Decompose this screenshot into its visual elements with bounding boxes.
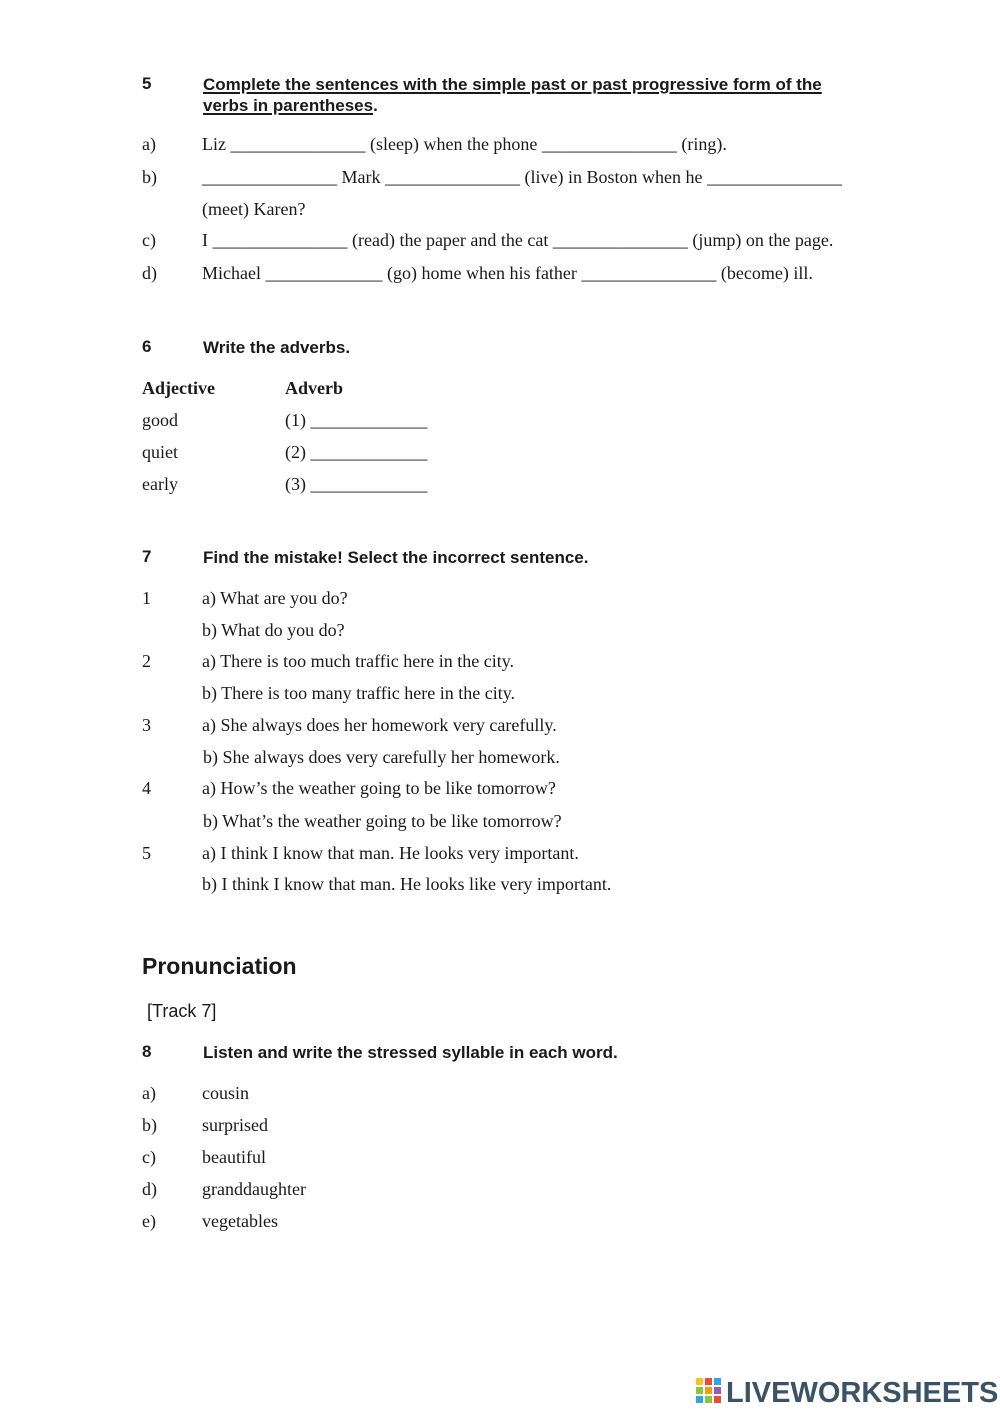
mistake-1-number: 1 <box>142 588 151 608</box>
mistake-4-number: 4 <box>142 778 151 798</box>
section-7-number: 7 <box>142 547 152 566</box>
adverb-column-header: Adverb <box>285 378 343 398</box>
adjective-good: good <box>142 410 178 430</box>
word-e-label: e) <box>142 1211 156 1231</box>
word-b: surprised <box>202 1115 268 1135</box>
section-5-item-c: I _______________ (read) the paper and the cat _______________ (jump) on the page. <box>202 230 834 250</box>
mistake-1-option-b[interactable]: b) What do you do? <box>202 620 345 640</box>
mistake-3-option-a[interactable]: a) She always does her homework very carefully. <box>202 715 557 735</box>
section-5-title-period: . <box>373 96 378 115</box>
word-c-label: c) <box>142 1147 156 1167</box>
mistake-4-option-b[interactable]: b) What’s the weather going to be like tomorrow? <box>203 811 562 831</box>
word-e: vegetables <box>202 1211 278 1231</box>
word-a: cousin <box>202 1083 249 1103</box>
mistake-3-option-b[interactable]: b) She always does very carefully her homework. <box>203 747 560 767</box>
mistake-2-number: 2 <box>142 651 151 671</box>
section-5-number: 5 <box>142 74 152 93</box>
mistake-2-option-b[interactable]: b) There is too many traffic here in the city. <box>202 683 516 703</box>
track-label: [Track 7] <box>147 1001 217 1021</box>
section-5-item-c-label: c) <box>142 230 156 250</box>
section-8-title: Listen and write the stressed syllable in each word. <box>203 1043 618 1062</box>
adjective-quiet: quiet <box>142 442 178 462</box>
mistake-5-option-b[interactable]: b) I think I know that man. He looks like very important. <box>202 874 612 894</box>
section-5-item-b: _______________ Mark _______________ (live) in Boston when he _______________ <box>202 167 842 187</box>
mistake-2-option-a[interactable]: a) There is too much traffic here in the city. <box>202 651 515 671</box>
section-5-item-b-cont: (meet) Karen? <box>202 199 306 219</box>
section-5-title-line1: Complete the sentences with the simple past or past progressive form of the <box>203 75 822 94</box>
word-b-label: b) <box>142 1115 157 1135</box>
pronunciation-heading: Pronunciation <box>142 953 297 979</box>
section-5-item-d-label: d) <box>142 263 157 283</box>
liveworksheets-logo <box>696 1376 998 1410</box>
mistake-5-option-a[interactable]: a) I think I know that man. He looks very important. <box>202 843 579 863</box>
adjective-column-header: Adjective <box>142 378 215 398</box>
mistake-3-number: 3 <box>142 715 151 735</box>
mistake-1-option-a[interactable]: a) What are you do? <box>202 588 348 608</box>
section-6-title: Write the adverbs. <box>203 338 351 357</box>
section-5-item-a: Liz _______________ (sleep) when the phone _______________ (ring). <box>202 134 727 154</box>
mistake-5-number: 5 <box>142 843 151 863</box>
section-5-item-b-label: b) <box>142 167 157 187</box>
section-5-item-a-label: a) <box>142 134 156 154</box>
section-6-number: 6 <box>142 337 152 356</box>
adjective-early: early <box>142 474 178 494</box>
section-5-title <box>203 74 883 116</box>
word-c: beautiful <box>202 1147 266 1167</box>
word-d-label: d) <box>142 1179 157 1199</box>
word-d: granddaughter <box>202 1179 306 1199</box>
adverb-blank-1[interactable]: (1) _____________ <box>285 410 428 430</box>
mistake-4-option-a[interactable]: a) How’s the weather going to be like tomorrow? <box>202 778 556 798</box>
word-a-label: a) <box>142 1083 156 1103</box>
section-8-number: 8 <box>142 1042 152 1061</box>
adverb-blank-2[interactable]: (2) _____________ <box>285 442 428 462</box>
section-5-item-d: Michael _____________ (go) home when his father _______________ (become) ill. <box>202 263 813 283</box>
liveworksheets-logo-text: LIVEWORKSHEETS <box>726 1376 999 1409</box>
liveworksheets-logo-icon <box>696 1378 722 1408</box>
section-7-title: Find the mistake! Select the incorrect sentence. <box>203 548 589 567</box>
section-5-title-line2: verbs in parentheses <box>203 96 374 115</box>
adverb-blank-3[interactable]: (3) _____________ <box>285 474 428 494</box>
